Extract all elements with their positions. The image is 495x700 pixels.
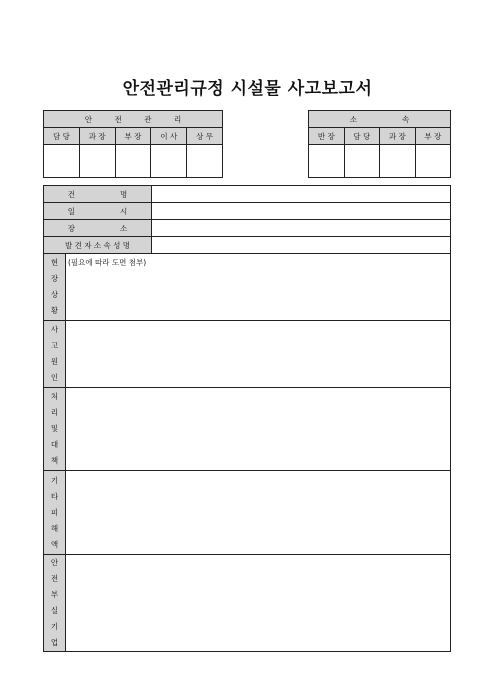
signature-cell[interactable] [44, 145, 80, 178]
section-label-cause: 사 고 원 인 [44, 321, 66, 388]
approval-col-label: 담 당 [344, 128, 380, 145]
section-area-cause[interactable] [66, 321, 451, 388]
section-area-other-damage[interactable] [66, 471, 451, 555]
report-form [43, 185, 451, 652]
signature-cell[interactable] [151, 145, 187, 178]
signature-cell[interactable] [115, 145, 151, 178]
signature-cell[interactable] [79, 145, 115, 178]
section-area-negligent-company[interactable] [66, 555, 451, 652]
field-label-finder: 발 견 자 소 속 성 명 [44, 237, 152, 254]
approval-header-safety: 안 전 관 리 [44, 111, 223, 128]
signature-cell[interactable] [380, 145, 416, 178]
field-value-subject[interactable] [152, 186, 451, 203]
approval-col-label: 과 장 [79, 128, 115, 145]
approval-col-label: 과 장 [380, 128, 416, 145]
section-label-measures: 처 리 및 대 책 [44, 388, 66, 471]
approval-col-label: 부 장 [415, 128, 451, 145]
signature-cell[interactable] [415, 145, 451, 178]
approval-col-label: 담 당 [44, 128, 80, 145]
signature-cell[interactable] [187, 145, 223, 178]
approval-col-label: 상 무 [187, 128, 223, 145]
section-area-measures[interactable] [66, 388, 451, 471]
section-label-site-status: 현 장 상 황 [44, 254, 66, 321]
page-title: 안전관리규정 시설물 사고보고서 [122, 79, 373, 99]
field-value-datetime[interactable] [152, 203, 451, 220]
section-label-negligent-company: 안 전 부 실 기 업 [44, 555, 66, 652]
approval-box-safety [43, 110, 223, 178]
field-value-location[interactable] [152, 220, 451, 237]
signature-cell[interactable] [344, 145, 380, 178]
field-label-datetime: 일 시 [44, 203, 152, 220]
approval-box-department [308, 110, 451, 178]
approval-col-label: 반 장 [309, 128, 345, 145]
signature-cell[interactable] [309, 145, 345, 178]
section-note: (필요에 따라 도면 첨부) [68, 258, 147, 267]
field-value-finder[interactable] [152, 237, 451, 254]
approval-col-label: 이 사 [151, 128, 187, 145]
field-label-subject: 건 명 [44, 186, 152, 203]
section-label-other-damage: 기 타 피 해 액 [44, 471, 66, 555]
approval-header-department: 소 속 [309, 111, 451, 128]
field-label-location: 장 소 [44, 220, 152, 237]
section-area-site-status[interactable] [66, 254, 451, 321]
approval-col-label: 부 장 [115, 128, 151, 145]
